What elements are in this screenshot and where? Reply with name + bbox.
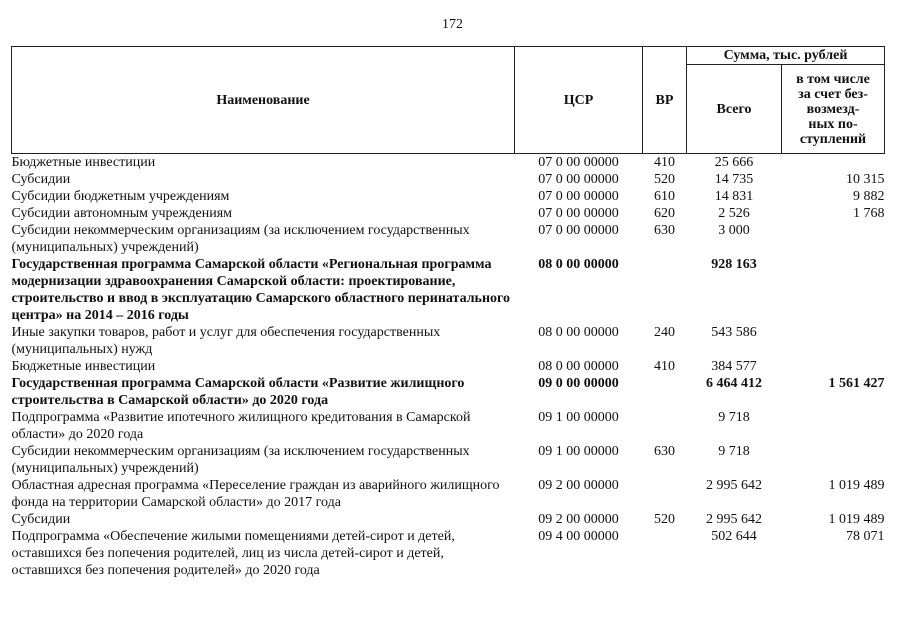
- row-csr: 09 4 00 00000: [538, 529, 619, 544]
- row-vr: 520: [654, 512, 675, 527]
- row-grant: [782, 409, 885, 443]
- row-vr: 520: [654, 172, 675, 187]
- row-grant: 78 071: [846, 529, 885, 544]
- table-row: [12, 205, 885, 222]
- row-grant: [782, 154, 885, 172]
- row-total: 2 526: [718, 206, 750, 221]
- row-grant: [782, 222, 885, 256]
- row-grant: [782, 256, 885, 324]
- row-name: Подпрограмма «Развитие ипотечного жилищного кредитования в Самарской области» до 2020 года: [11, 410, 471, 442]
- row-csr: 09 2 00 00000: [538, 512, 619, 527]
- row-csr: 09 1 00 00000: [538, 410, 619, 425]
- table-row: [12, 256, 885, 324]
- row-name: Государственная программа Самарской области «Развитие жилищного строительства в Самарской области» до 2020 года: [11, 376, 465, 408]
- row-name: Областная адресная программа «Переселение граждан из аварийного жилищного фонда на территории Самарской области» до 2017 года: [11, 478, 500, 510]
- row-vr: 240: [654, 325, 675, 340]
- header-total: Всего: [687, 65, 782, 154]
- row-vr: 410: [654, 359, 675, 374]
- row-total: 9 718: [718, 410, 750, 425]
- row-total: 14 831: [714, 189, 754, 204]
- row-vr: 630: [654, 444, 675, 459]
- row-name: Субсидии: [11, 172, 71, 187]
- row-vr: 620: [654, 206, 675, 221]
- row-total: 14 735: [714, 172, 754, 187]
- row-name: Государственная программа Самарской области «Региональная программа модернизации здравоохранения Самарской области: проектирование, строительство и ввод в эксплуатацию Самарского областного перинатального центра» на 2014 – 2016 годы: [11, 257, 511, 323]
- row-total: 3 000: [718, 223, 750, 238]
- row-vr: 610: [654, 189, 675, 204]
- row-csr: 09 2 00 00000: [538, 478, 619, 493]
- table-row: [12, 324, 885, 358]
- row-csr: 07 0 00 00000: [538, 155, 619, 170]
- row-name: Субсидии бюджетным учреждениям: [11, 189, 230, 204]
- table-body: [12, 154, 885, 580]
- row-csr: 07 0 00 00000: [538, 172, 619, 187]
- row-name: Иные закупки товаров, работ и услуг для обеспечения государственных (муниципальных) нужд: [11, 325, 441, 357]
- table-row: [12, 358, 885, 375]
- row-name: Субсидии: [11, 512, 71, 527]
- page-number: 172: [442, 17, 463, 32]
- row-vr: [643, 375, 687, 409]
- row-grant: [782, 358, 885, 375]
- row-name: Бюджетные инвестиции: [11, 155, 156, 170]
- row-total: 25 666: [714, 155, 754, 170]
- row-vr: 630: [654, 223, 675, 238]
- row-total: 543 586: [711, 325, 757, 340]
- row-grant: 10 315: [846, 172, 885, 187]
- table-row: [12, 171, 885, 188]
- budget-table: [11, 46, 885, 579]
- row-name: Бюджетные инвестиции: [11, 359, 156, 374]
- row-csr: 07 0 00 00000: [538, 206, 619, 221]
- row-csr: 09 1 00 00000: [538, 444, 619, 459]
- row-csr: 09 0 00 00000: [538, 376, 619, 391]
- table-row: [12, 188, 885, 205]
- header-sum-group: Сумма, тыс. рублей: [687, 47, 885, 65]
- row-csr: 07 0 00 00000: [538, 223, 619, 238]
- row-grant: [782, 324, 885, 358]
- table-row: [12, 222, 885, 256]
- table-row: [12, 375, 885, 409]
- row-grant: 1 019 489: [828, 512, 885, 527]
- table-row: [12, 511, 885, 528]
- row-total: 2 995 642: [706, 512, 762, 527]
- table-row: [12, 443, 885, 477]
- table-header: [12, 47, 885, 154]
- row-vr: [643, 528, 687, 579]
- row-grant: 9 882: [853, 189, 885, 204]
- row-csr: 08 0 00 00000: [538, 257, 619, 272]
- table-row: [12, 409, 885, 443]
- header-name: Наименование: [12, 47, 515, 154]
- row-grant: 1 019 489: [828, 478, 885, 493]
- row-total: 384 577: [711, 359, 757, 374]
- row-grant: [782, 443, 885, 477]
- row-vr: [643, 256, 687, 324]
- row-name: Субсидии некоммерческим организациям (за исключением государственных (муниципальных) учреждений): [11, 444, 470, 476]
- row-csr: 07 0 00 00000: [538, 189, 619, 204]
- table-row: [12, 477, 885, 511]
- row-vr: 410: [654, 155, 675, 170]
- header-vr: ВР: [643, 47, 687, 154]
- row-total: 9 718: [718, 444, 750, 459]
- row-grant: 1 768: [853, 206, 885, 221]
- row-vr: [643, 409, 687, 443]
- row-total: 2 995 642: [706, 478, 762, 493]
- header-csr: ЦСР: [515, 47, 643, 154]
- table-row: [12, 154, 885, 172]
- row-name: Субсидии некоммерческим организациям (за исключением государственных (муниципальных) учреждений): [11, 223, 470, 255]
- row-total: 928 163: [711, 257, 757, 272]
- row-csr: 08 0 00 00000: [538, 325, 619, 340]
- row-csr: 08 0 00 00000: [538, 359, 619, 374]
- row-grant: 1 561 427: [828, 376, 885, 391]
- row-vr: [643, 477, 687, 511]
- row-total: 502 644: [711, 529, 757, 544]
- row-name: Субсидии автономным учреждениям: [11, 206, 233, 221]
- row-name: Подпрограмма «Обеспечение жилыми помещениями детей-сирот и детей, оставшихся без попечения родителей, лиц из числа детей-сирот и детей, оставшихся без попечения родителей» до 2020 года: [11, 529, 455, 578]
- table-row: [12, 528, 885, 579]
- header-grant: в том числе за счет без- возмезд- ных по- ступлений: [782, 65, 885, 154]
- row-total: 6 464 412: [706, 376, 762, 391]
